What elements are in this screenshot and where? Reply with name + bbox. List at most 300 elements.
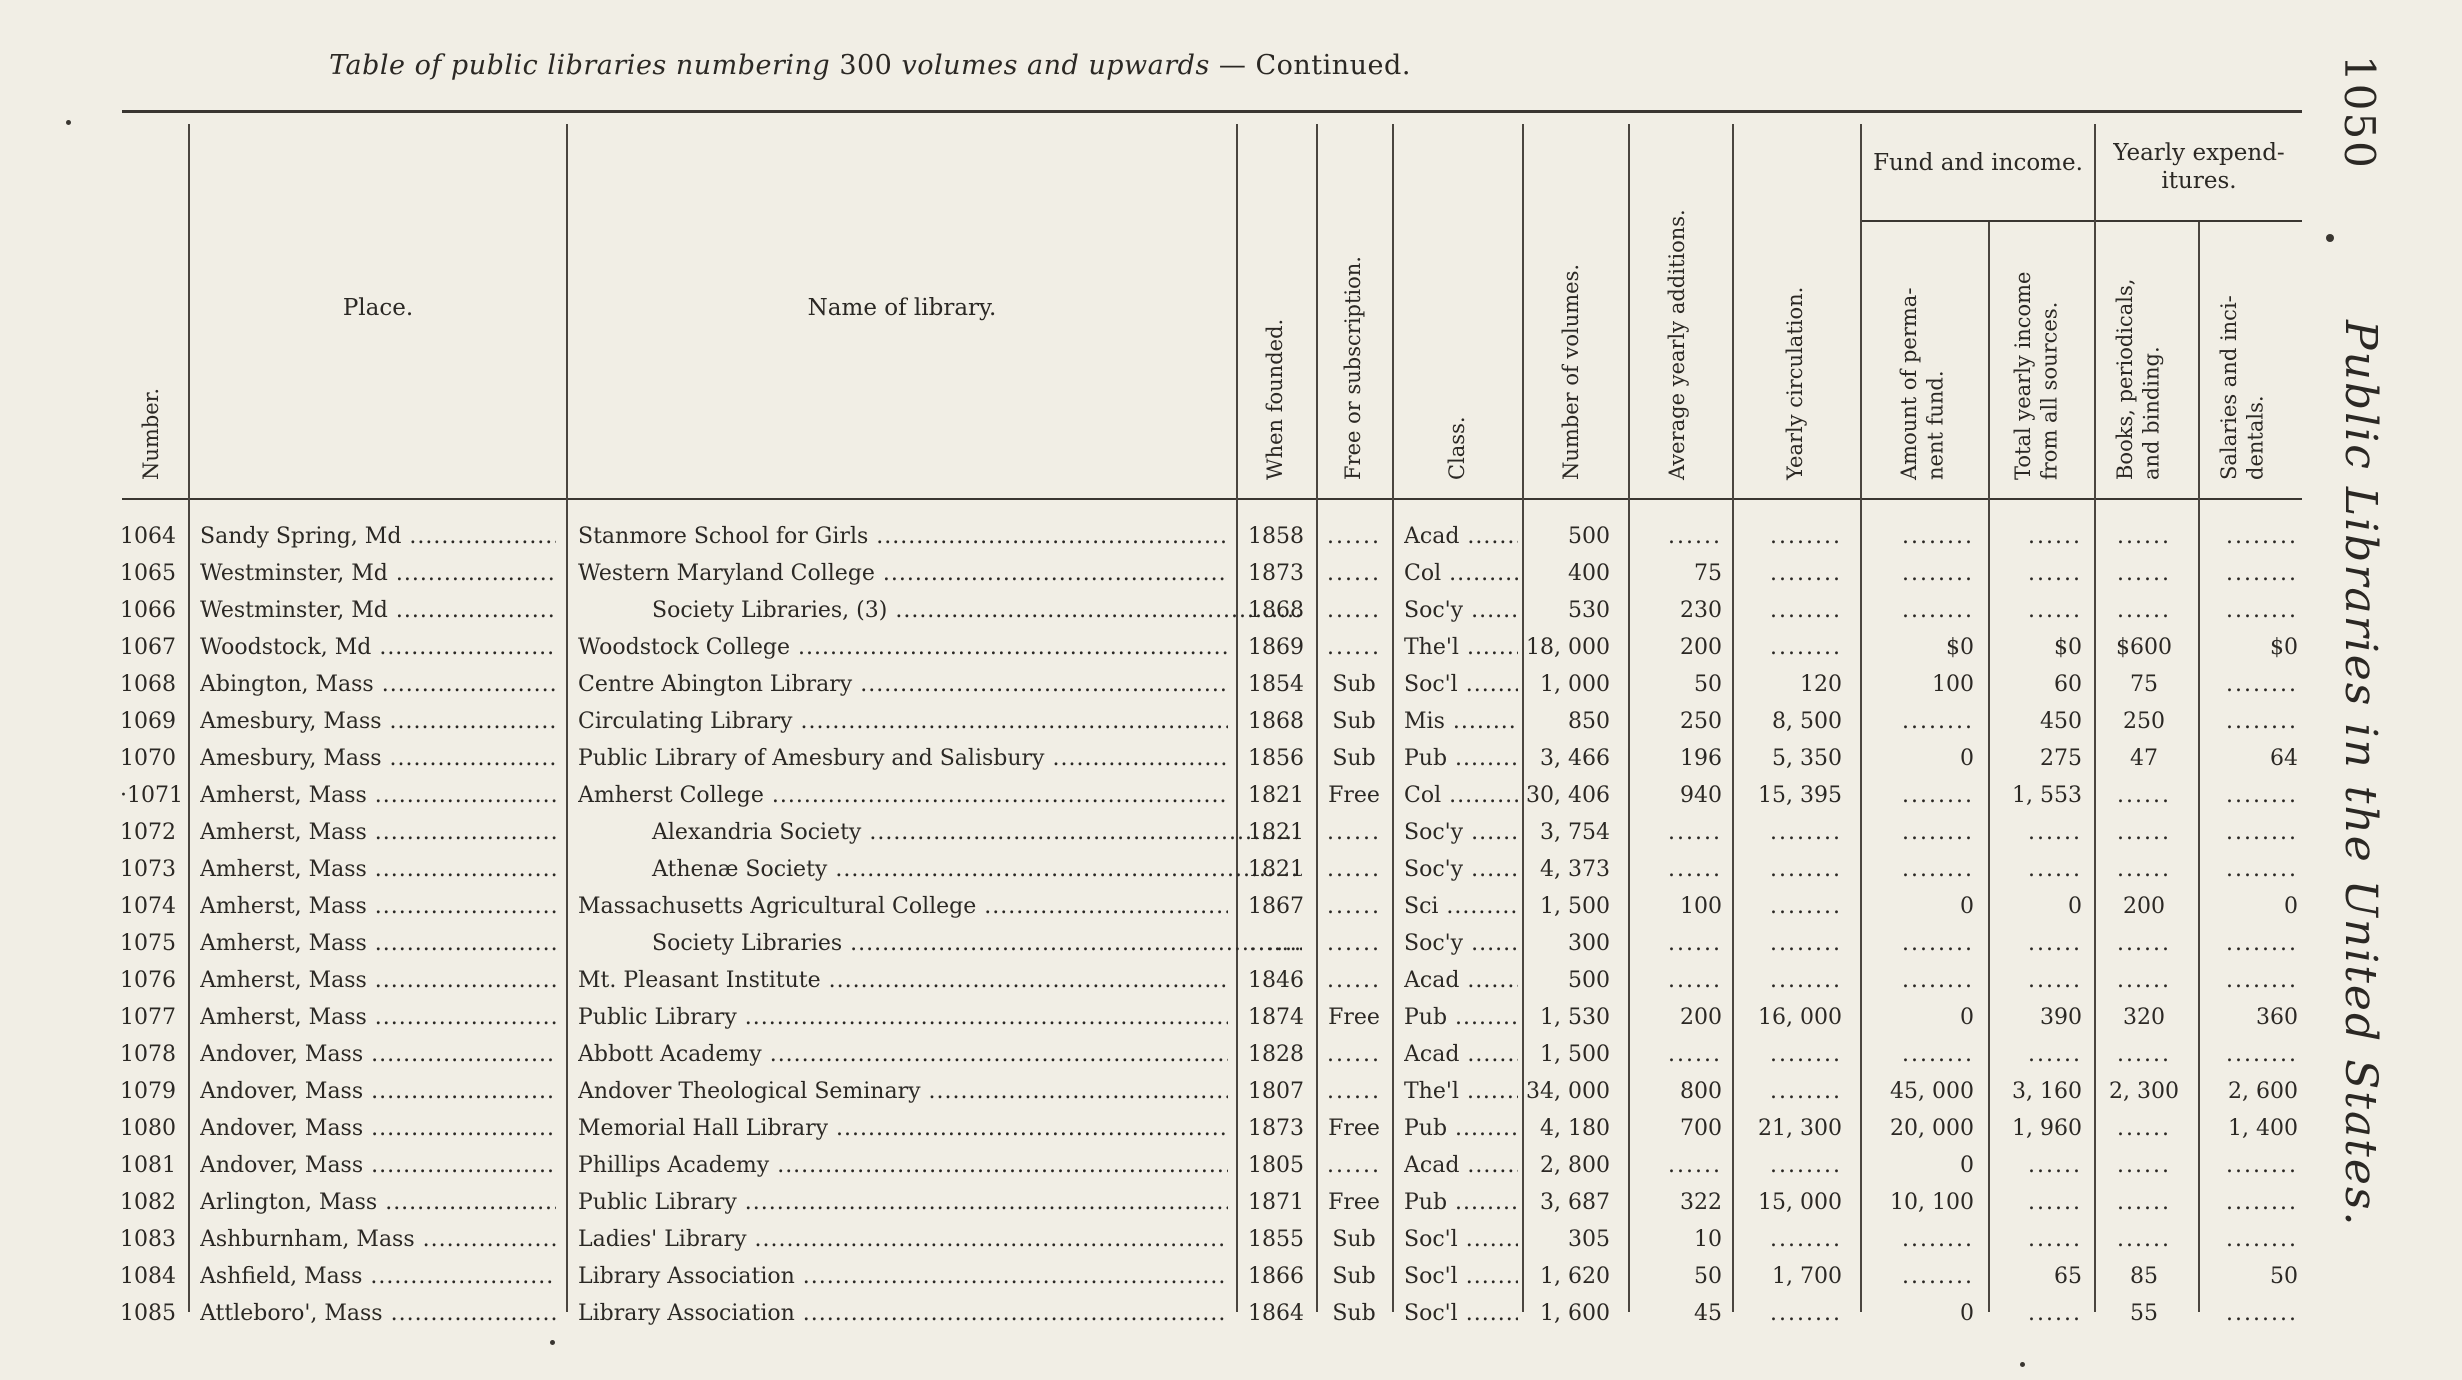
cell-additions (1632, 518, 1722, 555)
cell-additions: 45 (1694, 1301, 1722, 1326)
cell-place: Amherst, Mass ..... (200, 999, 556, 1036)
cell-free: Sub (1332, 672, 1376, 697)
cell-founded: 1821 (1248, 820, 1304, 845)
cell-free: Free (1328, 1116, 1380, 1141)
cell-salaries (2202, 518, 2298, 555)
cell-additions: 50 (1694, 672, 1722, 697)
cell-place: Ashfield, Mass ..... (200, 1258, 556, 1295)
page-speck (66, 120, 71, 125)
cell-name: Phillips Academy ..... (578, 1147, 1228, 1184)
cell-circulation: 16, 000 (1758, 1005, 1842, 1030)
cell-books: $600 (2116, 635, 2172, 660)
header-exp-line-1: Yearly expend- (2113, 140, 2285, 166)
cell-name: Amherst College ..... (578, 777, 1228, 814)
cell-additions: 100 (1680, 894, 1722, 919)
cell-number: ·1071 (120, 783, 183, 808)
cell-circulation (1736, 1073, 1842, 1110)
cell-salaries (2202, 1221, 2298, 1258)
cell-income (1992, 1184, 2082, 1221)
cell-number: 1079 (120, 1079, 176, 1104)
cell-volumes: 400 (1568, 561, 1610, 586)
cell-books (2098, 1147, 2190, 1184)
cell-name: Athenæ Society ..... (578, 851, 1302, 888)
table-row (0, 1073, 2340, 1110)
cell-class: Pub ..... (1404, 740, 1518, 777)
cell-fund (1864, 851, 1974, 888)
cell-free (1320, 962, 1388, 999)
header-fund (1896, 235, 1949, 480)
header-fund-line-2: nent fund. (1923, 370, 1948, 480)
cell-number: 1085 (120, 1301, 176, 1326)
cell-class: Col ..... (1404, 777, 1518, 814)
header-income-line-2: from all sources. (2037, 301, 2062, 480)
cell-fund: 10, 100 (1890, 1190, 1974, 1215)
cell-place: Sandy Spring, Md ..... (200, 518, 556, 555)
header-class: Class. (1445, 416, 1469, 480)
cell-income (1992, 592, 2082, 629)
cell-place: Arlington, Mass ..... (200, 1184, 556, 1221)
cell-number: 1081 (120, 1153, 176, 1178)
cell-free: Sub (1332, 1264, 1376, 1289)
cell-income: 390 (2040, 1005, 2082, 1030)
cell-additions: 940 (1680, 783, 1722, 808)
cell-name: Centre Abington Library ..... (578, 666, 1228, 703)
cell-number: 1075 (120, 931, 176, 956)
table-row (0, 518, 2340, 555)
cell-volumes: 1, 000 (1540, 672, 1610, 697)
header-expenditure-group (2096, 140, 2302, 195)
cell-class: The'l ..... (1404, 1073, 1518, 1110)
page-speck (2326, 234, 2334, 242)
cell-books (2098, 518, 2190, 555)
cell-additions: 230 (1680, 598, 1722, 623)
cell-circulation (1736, 1295, 1842, 1332)
cell-volumes: 500 (1568, 524, 1610, 549)
header-fund-group: Fund and income. (1873, 150, 2083, 176)
cell-number: 1068 (120, 672, 176, 697)
cell-class: The'l ..... (1404, 629, 1518, 666)
cell-volumes: 4, 373 (1540, 857, 1610, 882)
cell-salaries: 2, 600 (2228, 1079, 2298, 1104)
cell-additions: 200 (1680, 1005, 1722, 1030)
cell-salaries: $0 (2270, 635, 2298, 660)
cell-fund: $0 (1946, 635, 1974, 660)
cell-class: Pub ..... (1404, 1110, 1518, 1147)
cell-fund: 45, 000 (1890, 1079, 1974, 1104)
cell-founded: 1868 (1248, 709, 1304, 734)
cell-fund (1864, 1258, 1974, 1295)
cell-class: Sci ..... (1404, 888, 1518, 925)
cell-class: Soc'l ..... (1404, 1295, 1518, 1332)
cell-place: Amesbury, Mass ..... (200, 703, 556, 740)
cell-number: 1078 (120, 1042, 176, 1067)
cell-founded: 1868 (1248, 598, 1304, 623)
cell-additions (1632, 851, 1722, 888)
cell-additions: 700 (1680, 1116, 1722, 1141)
cell-free: Free (1328, 1005, 1380, 1030)
cell-income: 1, 553 (2012, 783, 2082, 808)
cell-place: Amherst, Mass ..... (200, 925, 556, 962)
cell-income (1992, 518, 2082, 555)
cell-circulation: 120 (1800, 672, 1842, 697)
cell-number: 1082 (120, 1190, 176, 1215)
cell-number: 1083 (120, 1227, 176, 1252)
table-row (0, 592, 2340, 629)
cell-free: Sub (1332, 709, 1376, 734)
cell-income (1992, 1036, 2082, 1073)
table-row (0, 1110, 2340, 1147)
cell-fund (1864, 518, 1974, 555)
cell-salaries (2202, 1147, 2298, 1184)
cell-income: 1, 960 (2012, 1116, 2082, 1141)
cell-fund (1864, 777, 1974, 814)
cell-number: 1073 (120, 857, 176, 882)
cell-salaries (2202, 1036, 2298, 1073)
cell-founded: 1805 (1248, 1153, 1304, 1178)
cell-fund (1864, 962, 1974, 999)
cell-place: Amesbury, Mass ..... (200, 740, 556, 777)
cell-volumes: 34, 000 (1526, 1079, 1610, 1104)
page-number: 1050 (2335, 55, 2384, 170)
cell-free: Free (1328, 783, 1380, 808)
cell-salaries (2202, 1295, 2298, 1332)
table-row (0, 1036, 2340, 1073)
cell-number: 1066 (120, 598, 176, 623)
header-free: Free or subscription. (1341, 256, 1365, 480)
cell-fund: 100 (1932, 672, 1974, 697)
cell-class: Soc'y ..... (1404, 814, 1518, 851)
cell-income (1992, 555, 2082, 592)
cell-circulation: 8, 500 (1772, 709, 1842, 734)
cell-salaries: 360 (2256, 1005, 2298, 1030)
cell-fund (1864, 1221, 1974, 1258)
cell-founded: 1871 (1248, 1190, 1304, 1215)
cell-volumes: 3, 687 (1540, 1190, 1610, 1215)
header-salaries-line-1: Salaries and inci- (2217, 295, 2241, 480)
cell-place: Amherst, Mass ..... (200, 851, 556, 888)
cell-number: 1080 (120, 1116, 176, 1141)
cell-additions (1632, 814, 1722, 851)
table-row (0, 925, 2340, 962)
page-speck (2020, 1362, 2025, 1367)
cell-volumes: 4, 180 (1540, 1116, 1610, 1141)
table-row (0, 1147, 2340, 1184)
cell-number: 1069 (120, 709, 176, 734)
cell-income: 3, 160 (2012, 1079, 2082, 1104)
cell-volumes: 850 (1568, 709, 1610, 734)
cell-founded (1240, 925, 1312, 962)
cell-salaries (2202, 703, 2298, 740)
cell-name: Society Libraries, (3) ..... (578, 592, 1302, 629)
cell-income (1992, 925, 2082, 962)
table-row (0, 777, 2340, 814)
cell-additions (1632, 1147, 1722, 1184)
cell-books (2098, 925, 2190, 962)
cell-volumes: 305 (1568, 1227, 1610, 1252)
cell-name: Public Library ..... (578, 1184, 1228, 1221)
cell-fund: 0 (1960, 1301, 1974, 1326)
cell-number: 1065 (120, 561, 176, 586)
cell-salaries (2202, 851, 2298, 888)
cell-place: Attleboro', Mass ..... (200, 1295, 556, 1332)
cell-books (2098, 1184, 2190, 1221)
title-suffix: — Continued. (1218, 50, 1411, 81)
cell-volumes: 1, 620 (1540, 1264, 1610, 1289)
cell-fund (1864, 555, 1974, 592)
cell-place: Andover, Mass ..... (200, 1036, 556, 1073)
header-volumes: Number of volumes. (1559, 263, 1583, 480)
cell-income (1992, 851, 2082, 888)
cell-founded: 1873 (1248, 1116, 1304, 1141)
cell-fund (1864, 1036, 1974, 1073)
cell-free (1320, 925, 1388, 962)
title-italic-1: Table of public libraries numbering (329, 50, 831, 81)
cell-class: Col ..... (1404, 555, 1518, 592)
top-rule (122, 110, 2302, 113)
cell-class: Acad ..... (1404, 1036, 1518, 1073)
cell-founded: 1846 (1248, 968, 1304, 993)
cell-volumes: 500 (1568, 968, 1610, 993)
cell-class: Soc'l ..... (1404, 666, 1518, 703)
cell-name: Society Libraries ..... (578, 925, 1302, 962)
cell-books (2098, 962, 2190, 999)
cell-place: Amherst, Mass ..... (200, 777, 556, 814)
cell-books: 320 (2123, 1005, 2165, 1030)
cell-volumes: 2, 800 (1540, 1153, 1610, 1178)
cell-circulation: 15, 000 (1758, 1190, 1842, 1215)
cell-class: Mis ..... (1404, 703, 1518, 740)
cell-books (2098, 1221, 2190, 1258)
cell-circulation: 15, 395 (1758, 783, 1842, 808)
cell-income (1992, 962, 2082, 999)
cell-name: Stanmore School for Girls ..... (578, 518, 1228, 555)
header-fund-line-1: Amount of perma- (1897, 287, 1921, 480)
cell-number: 1076 (120, 968, 176, 993)
cell-additions: 196 (1680, 746, 1722, 771)
cell-books: 55 (2130, 1301, 2158, 1326)
cell-free: Sub (1332, 746, 1376, 771)
cell-circulation (1736, 851, 1842, 888)
cell-name: Andover Theological Seminary ..... (578, 1073, 1228, 1110)
cell-salaries: 64 (2270, 746, 2298, 771)
cell-founded: 1864 (1248, 1301, 1304, 1326)
cell-place: Westminster, Md ..... (200, 555, 556, 592)
cell-books: 2, 300 (2109, 1079, 2179, 1104)
table-row (0, 851, 2340, 888)
cell-income: 0 (2068, 894, 2082, 919)
cell-number: 1084 (120, 1264, 176, 1289)
cell-salaries (2202, 1184, 2298, 1221)
header-founded: When founded. (1263, 318, 1287, 480)
cell-fund (1864, 703, 1974, 740)
cell-fund (1864, 925, 1974, 962)
cell-books (2098, 814, 2190, 851)
cell-additions (1632, 1036, 1722, 1073)
page-speck (550, 1340, 555, 1345)
cell-founded: 1869 (1248, 635, 1304, 660)
cell-fund (1864, 592, 1974, 629)
table-row (0, 1221, 2340, 1258)
cell-circulation: 1, 700 (1772, 1264, 1842, 1289)
cell-books: 250 (2123, 709, 2165, 734)
cell-income (1992, 1147, 2082, 1184)
header-income (2010, 235, 2063, 480)
cell-circulation (1736, 518, 1842, 555)
cell-circulation (1736, 888, 1842, 925)
header-name: Name of library. (807, 295, 997, 321)
cell-circulation: 21, 300 (1758, 1116, 1842, 1141)
cell-place: Amherst, Mass ..... (200, 814, 556, 851)
cell-circulation (1736, 925, 1842, 962)
cell-salaries (2202, 814, 2298, 851)
cell-volumes: 3, 466 (1540, 746, 1610, 771)
cell-books (2098, 851, 2190, 888)
cell-salaries (2202, 666, 2298, 703)
cell-free (1320, 1147, 1388, 1184)
table-row (0, 1258, 2340, 1295)
cell-volumes: 18, 000 (1526, 635, 1610, 660)
cell-circulation: 5, 350 (1772, 746, 1842, 771)
header-exp-line-2: itures. (2161, 167, 2237, 194)
cell-founded: 1854 (1248, 672, 1304, 697)
cell-class: Soc'y ..... (1404, 592, 1518, 629)
cell-class: Pub ..... (1404, 1184, 1518, 1221)
cell-salaries: 0 (2284, 894, 2298, 919)
table-row (0, 629, 2340, 666)
cell-free: Sub (1332, 1301, 1376, 1326)
cell-circulation (1736, 962, 1842, 999)
table-row (0, 999, 2340, 1036)
cell-books: 200 (2123, 894, 2165, 919)
cell-income: 60 (2054, 672, 2082, 697)
group-rule (1862, 220, 2302, 222)
cell-circulation (1736, 814, 1842, 851)
cell-place: Woodstock, Md ..... (200, 629, 556, 666)
header-number: Number. (139, 387, 163, 480)
cell-circulation (1736, 555, 1842, 592)
cell-free (1320, 851, 1388, 888)
cell-books: 47 (2130, 746, 2158, 771)
cell-salaries (2202, 925, 2298, 962)
cell-books: 75 (2130, 672, 2158, 697)
cell-additions (1632, 962, 1722, 999)
cell-free: Free (1328, 1190, 1380, 1215)
cell-founded: 1855 (1248, 1227, 1304, 1252)
cell-number: 1077 (120, 1005, 176, 1030)
cell-founded: 1821 (1248, 857, 1304, 882)
cell-founded: 1874 (1248, 1005, 1304, 1030)
cell-number: 1064 (120, 524, 176, 549)
cell-additions: 10 (1694, 1227, 1722, 1252)
cell-place: Andover, Mass ..... (200, 1073, 556, 1110)
cell-name: Library Association ..... (578, 1258, 1228, 1295)
cell-books (2098, 1036, 2190, 1073)
cell-place: Andover, Mass ..... (200, 1147, 556, 1184)
cell-free: Sub (1332, 1227, 1376, 1252)
cell-founded: 1807 (1248, 1079, 1304, 1104)
cell-name: Alexandria Society ..... (578, 814, 1302, 851)
cell-additions: 200 (1680, 635, 1722, 660)
cell-salaries: 1, 400 (2228, 1116, 2298, 1141)
cell-free (1320, 1036, 1388, 1073)
cell-salaries (2202, 962, 2298, 999)
cell-name: Ladies' Library ..... (578, 1221, 1228, 1258)
cell-circulation (1736, 1221, 1842, 1258)
header-books (2112, 235, 2165, 480)
cell-fund: 0 (1960, 894, 1974, 919)
cell-name: Library Association ..... (578, 1295, 1228, 1332)
cell-free (1320, 814, 1388, 851)
cell-place: Amherst, Mass ..... (200, 962, 556, 999)
cell-additions (1632, 925, 1722, 962)
header-salaries (2216, 235, 2269, 480)
cell-name: Western Maryland College ..... (578, 555, 1228, 592)
cell-volumes: 1, 500 (1540, 894, 1610, 919)
cell-founded: 1858 (1248, 524, 1304, 549)
cell-class: Soc'y ..... (1404, 851, 1518, 888)
cell-name: Woodstock College ..... (578, 629, 1228, 666)
cell-volumes: 3, 754 (1540, 820, 1610, 845)
cell-class: Soc'l ..... (1404, 1258, 1518, 1295)
cell-free (1320, 592, 1388, 629)
cell-place: Andover, Mass ..... (200, 1110, 556, 1147)
cell-books (2098, 777, 2190, 814)
cell-additions: 75 (1694, 561, 1722, 586)
cell-volumes: 1, 600 (1540, 1301, 1610, 1326)
table-row (0, 703, 2340, 740)
cell-circulation (1736, 1147, 1842, 1184)
cell-income: 65 (2054, 1264, 2082, 1289)
cell-class: Acad ..... (1404, 518, 1518, 555)
cell-founded: 1873 (1248, 561, 1304, 586)
header-circulation: Yearly circulation. (1783, 286, 1807, 480)
table-row (0, 1184, 2340, 1221)
cell-free (1320, 555, 1388, 592)
cell-income: 275 (2040, 746, 2082, 771)
cell-circulation (1736, 592, 1842, 629)
cell-number: 1070 (120, 746, 176, 771)
cell-number: 1067 (120, 635, 176, 660)
running-head: Public Libraries in the United States. (2335, 320, 2386, 1228)
cell-volumes: 1, 500 (1540, 1042, 1610, 1067)
cell-founded: 1856 (1248, 746, 1304, 771)
cell-salaries (2202, 592, 2298, 629)
cell-fund: 0 (1960, 1153, 1974, 1178)
header-salaries-line-2: dentals. (2243, 395, 2268, 480)
cell-place: Westminster, Md ..... (200, 592, 556, 629)
cell-name: Abbott Academy ..... (578, 1036, 1228, 1073)
table-row (0, 888, 2340, 925)
cell-volumes: 30, 406 (1526, 783, 1610, 808)
cell-number: 1074 (120, 894, 176, 919)
cell-income (1992, 1221, 2082, 1258)
cell-books: 85 (2130, 1264, 2158, 1289)
cell-fund: 20, 000 (1890, 1116, 1974, 1141)
cell-books (2098, 1110, 2190, 1147)
cell-name: Public Library ..... (578, 999, 1228, 1036)
cell-class: Acad ..... (1404, 1147, 1518, 1184)
cell-salaries: 50 (2270, 1264, 2298, 1289)
cell-class: Pub ..... (1404, 999, 1518, 1036)
cell-founded: 1866 (1248, 1264, 1304, 1289)
cell-volumes: 1, 530 (1540, 1005, 1610, 1030)
cell-name: Massachusetts Agricultural College ..... (578, 888, 1228, 925)
header-books-line-1: Books, periodicals, (2113, 278, 2137, 480)
cell-place: Abington, Mass ..... (200, 666, 556, 703)
page-title (0, 50, 1740, 81)
cell-additions: 800 (1680, 1079, 1722, 1104)
cell-additions: 250 (1680, 709, 1722, 734)
